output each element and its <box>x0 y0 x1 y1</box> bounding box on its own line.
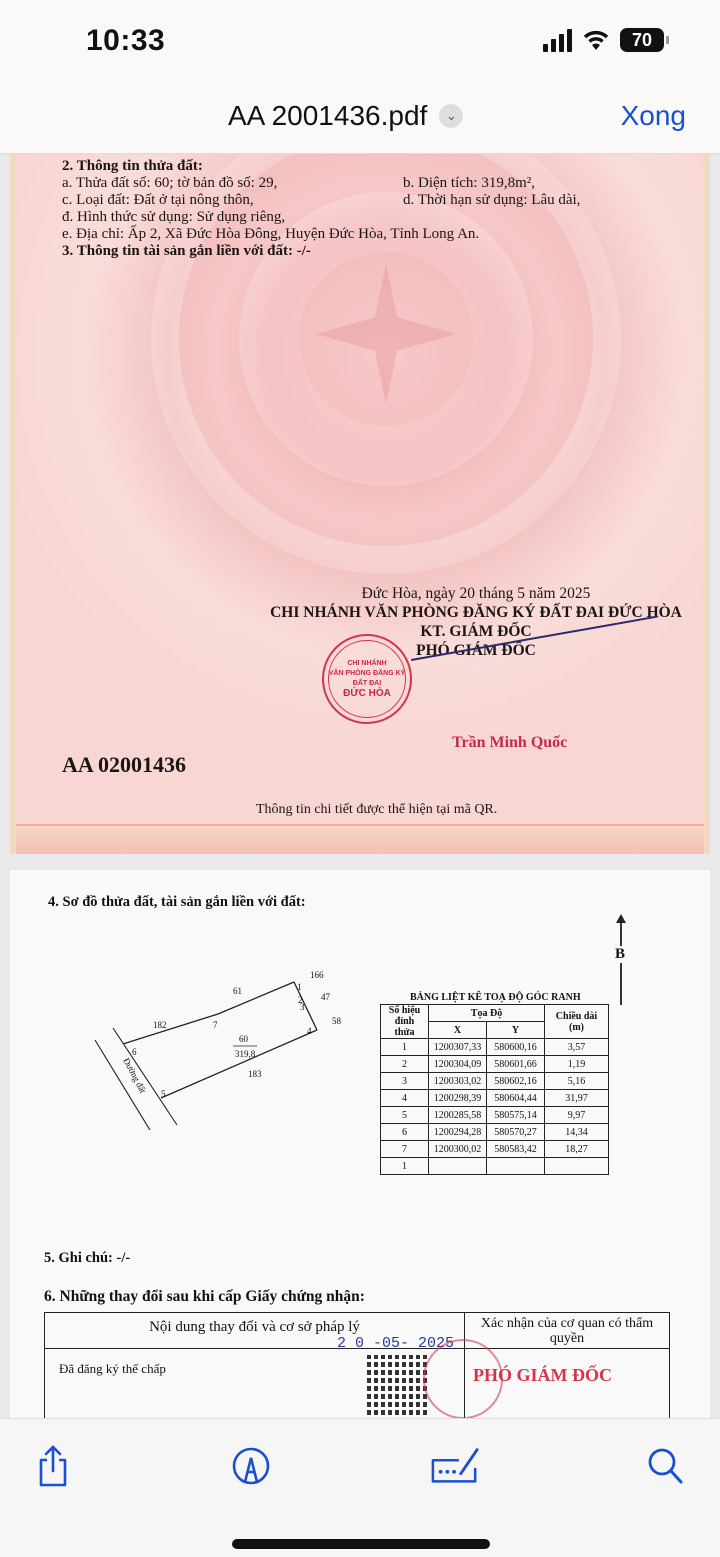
chevron-down-icon[interactable]: ⌄ <box>439 104 463 128</box>
seal-line-4: ĐỨC HÒA <box>343 688 391 699</box>
deputy-title: PHÓ GIÁM ĐỐC <box>416 642 536 659</box>
table-cell: 580575,14 <box>487 1107 545 1124</box>
land-type: c. Loại đất: Đất ở tại nông thôn, <box>62 192 254 208</box>
table-row <box>381 1124 609 1141</box>
table-row <box>381 1158 609 1175</box>
neighbor-61: 61 <box>233 986 242 996</box>
pdf-page-1[interactable] <box>10 154 710 854</box>
usage-term: d. Thời hạn sử dụng: Lâu dài, <box>403 192 581 208</box>
on-behalf-title: KT. GIÁM ĐỐC <box>420 623 532 640</box>
table-cell: 580601,66 <box>487 1056 545 1073</box>
official-seal <box>322 634 412 724</box>
svg-text:2: 2 <box>298 995 303 1005</box>
seal-line-2: VĂN PHÒNG ĐĂNG KÝ <box>328 670 406 677</box>
qr-code-pattern <box>367 1355 427 1415</box>
changes-col-content: Nội dung thay đổi và cơ sở pháp lý <box>45 1313 465 1348</box>
table-row <box>381 1056 609 1073</box>
table-cell: 580570,27 <box>487 1124 545 1141</box>
table-cell: 1200285,58 <box>429 1107 487 1124</box>
issue-date: Đức Hòa, ngày 20 tháng 5 năm 2025 <box>361 585 591 602</box>
svg-text:6: 6 <box>132 1047 137 1057</box>
section-2-title: 2. Thông tin thửa đất: <box>62 158 203 174</box>
north-label: B <box>615 946 626 962</box>
coordinate-table-title: BẢNG LIỆT KÊ TOẠ ĐỘ GÓC RANH <box>410 992 581 1003</box>
battery-icon: 70 <box>620 28 664 52</box>
header-y: Y <box>487 1022 545 1039</box>
table-cell: 1200307,33 <box>429 1039 487 1056</box>
area: b. Diện tích: 319,8m², <box>403 175 535 191</box>
status-bar <box>0 0 720 84</box>
table-cell: 1200303,02 <box>429 1073 487 1090</box>
table-cell: 1 <box>381 1039 429 1056</box>
mortgage-registered: Đã đăng ký thế chấp <box>59 1361 166 1376</box>
certificate-serial: AA 02001436 <box>62 752 187 777</box>
share-icon <box>36 1444 70 1488</box>
table-cell: 580583,42 <box>487 1141 545 1158</box>
table-cell: 7 <box>381 1141 429 1158</box>
signature-icon <box>430 1446 480 1486</box>
table-cell: 580602,16 <box>487 1073 545 1090</box>
home-indicator[interactable] <box>232 1539 490 1549</box>
seal-line-1: CHI NHÁNH <box>347 660 387 667</box>
table-cell: 1200300,02 <box>429 1141 487 1158</box>
pdf-page-2[interactable] <box>10 870 710 1430</box>
table-cell: 1,19 <box>545 1056 609 1073</box>
page-border-decoration <box>16 824 704 854</box>
table-cell: 3,57 <box>545 1039 609 1056</box>
document-title-menu[interactable] <box>228 100 463 132</box>
cellular-signal-icon <box>543 28 572 52</box>
svg-text:7: 7 <box>213 1020 218 1030</box>
search-icon <box>646 1446 684 1486</box>
svg-text:3: 3 <box>300 1002 305 1012</box>
neighbor-182: 182 <box>153 1020 167 1030</box>
changes-col-confirmation: Xác nhận của cơ quan có thẩm quyền <box>480 1316 654 1346</box>
section-3-title: 3. Thông tin tài sản gắn liền với đất: -/- <box>62 243 311 259</box>
table-cell: 5 <box>381 1107 429 1124</box>
table-cell: 31,97 <box>545 1090 609 1107</box>
markup-icon <box>231 1446 271 1486</box>
header-coord: Tọa Độ <box>429 1005 545 1022</box>
header-length: Chiều dài (m) <box>545 1005 609 1039</box>
svg-text:1: 1 <box>297 982 302 992</box>
coordinate-table <box>380 1004 609 1175</box>
svg-text:4: 4 <box>307 1026 312 1036</box>
usage-form: đ. Hình thức sử dụng: Sử dụng riêng, <box>62 209 286 225</box>
document-title: AA 2001436.pdf <box>228 100 428 131</box>
table-cell <box>429 1158 487 1175</box>
table-cell: 5,16 <box>545 1073 609 1090</box>
table-row <box>381 1107 609 1124</box>
done-button[interactable]: Xong <box>620 100 686 131</box>
signature-button[interactable] <box>430 1441 480 1491</box>
parcel-number: a. Thửa đất số: 60; tờ bản đồ số: 29, <box>62 175 278 191</box>
road-label: Đường đất <box>121 1056 149 1095</box>
search-button[interactable] <box>640 1441 690 1491</box>
neighbor-58: 58 <box>332 1016 341 1026</box>
table-cell <box>545 1158 609 1175</box>
table-cell <box>487 1158 545 1175</box>
share-button[interactable] <box>28 1441 78 1491</box>
section-6-title: 6. Những thay đổi sau khi cấp Giấy chứng nhận: <box>44 1288 365 1305</box>
qr-note: Thông tin chi tiết được thể hiện tại mã QR. <box>256 802 498 817</box>
date-stamp: 2 0 -05- 2025 <box>337 1335 455 1352</box>
seal-line-3: ĐẤT ĐAI <box>352 680 382 687</box>
table-cell: 9,97 <box>545 1107 609 1124</box>
table-cell: 6 <box>381 1124 429 1141</box>
signer-name: Trần Minh Quốc <box>452 734 568 751</box>
address: e. Địa chỉ: Ấp 2, Xã Đức Hòa Đông, Huyện Đức Hòa, Tỉnh Long An. <box>62 226 480 242</box>
table-cell: 18,27 <box>545 1141 609 1158</box>
confirmation-title: PHÓ GIÁM ĐỐC <box>473 1365 612 1385</box>
parcel-diagram <box>85 950 375 1130</box>
issuing-office: CHI NHÁNH VĂN PHÒNG ĐĂNG KÝ ĐẤT ĐAI ĐỨC HÒA <box>270 604 682 621</box>
navigation-bar <box>0 84 720 154</box>
markup-button[interactable] <box>226 1441 276 1491</box>
clock: 10:33 <box>86 24 166 57</box>
table-cell: 14,34 <box>545 1124 609 1141</box>
table-row <box>381 1090 609 1107</box>
changes-table <box>44 1312 670 1430</box>
section-5-notes: 5. Ghi chú: -/- <box>44 1250 131 1266</box>
section-4-title: 4. Sơ đồ thửa đất, tài sản gắn liền với đất: <box>48 894 306 910</box>
neighbor-166: 166 <box>310 970 324 980</box>
bottom-toolbar <box>0 1418 720 1557</box>
table-cell: 1200294,28 <box>429 1124 487 1141</box>
table-cell: 1200298,39 <box>429 1090 487 1107</box>
table-row <box>381 1073 609 1090</box>
table-row <box>381 1039 609 1056</box>
table-cell: 1200304,09 <box>429 1056 487 1073</box>
parcel-number: 60 <box>239 1034 248 1044</box>
header-x: X <box>429 1022 487 1039</box>
table-cell: 580600,16 <box>487 1039 545 1056</box>
parcel-area: 319,8 <box>235 1049 256 1059</box>
neighbor-183: 183 <box>248 1069 262 1079</box>
wifi-icon <box>582 29 610 51</box>
table-cell: 1 <box>381 1158 429 1175</box>
table-cell: 580604,44 <box>487 1090 545 1107</box>
table-row <box>381 1141 609 1158</box>
table-cell: 4 <box>381 1090 429 1107</box>
table-cell: 2 <box>381 1056 429 1073</box>
neighbor-47: 47 <box>321 992 330 1002</box>
header-vertex: Số hiệu đỉnh thửa <box>381 1005 429 1039</box>
svg-text:5: 5 <box>161 1089 166 1099</box>
table-cell: 3 <box>381 1073 429 1090</box>
